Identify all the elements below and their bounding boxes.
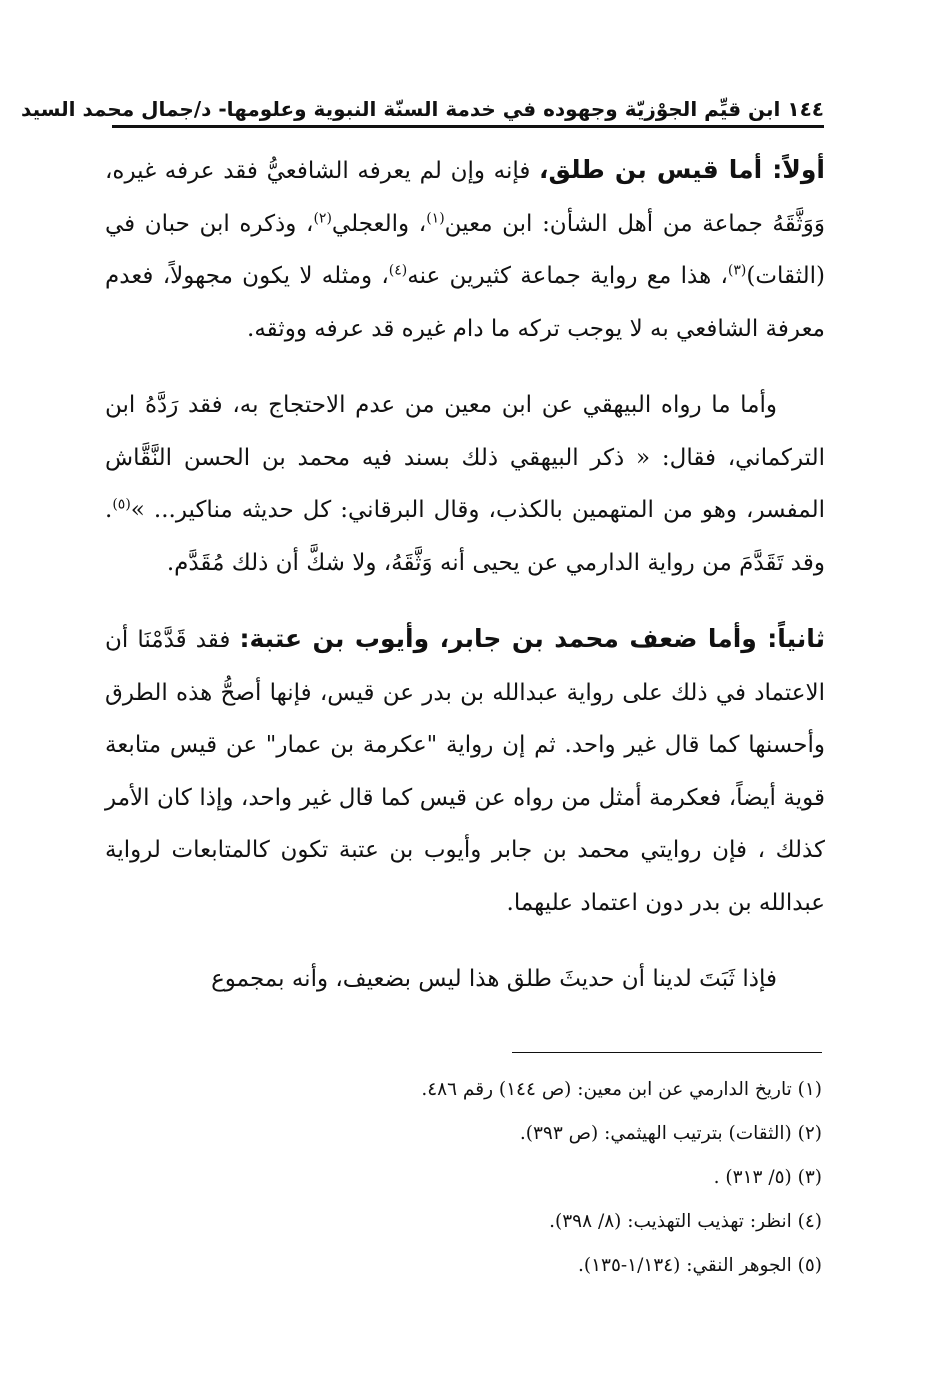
paragraph-lead: أولاً: أما قيس بن طلق، <box>539 155 825 184</box>
footnote-ref[interactable]: (٢) <box>313 209 332 226</box>
text-run: . وقد تَقَدَّمَ من رواية الدارمي عن يحيى أنه وَثَّقَهُ، ولا شكَّ أن ذلك مُقَدَّم. <box>105 497 825 576</box>
footnote: (٤) انظر: تهذيب التهذيب: (٨/ ٣٩٨). <box>549 1211 822 1232</box>
text-run: ، ومثله لا يكون مجهولاً، فعدم معرفة الشافعي به لا يوجب تركه ما دام غيره قد عرفه ووثقه. <box>105 263 825 342</box>
text-run: فقد قَدَّمْنَا أن الاعتماد في ذلك على رواية عبدالله بن بدر عن قيس، فإنها أصحُّ هذه الطرق وأحسنها كما قال غير واحد. ثم إن رواية "عكرمة بن عمار" عن قيس متابعة قوية أيضاً، فعكرمة أمثل من رواه عن قيس كما قال غير واحد، وإذا كان الأمر كذلك ، فإن روايتي محمد بن جابر وأيوب بن عتبة تكون كالمتابعات لرواية عبدالله بن بدر دون اعتماد عليهما. <box>105 627 825 916</box>
footnote-ref[interactable]: (٥) <box>112 496 131 513</box>
paragraph-gap <box>105 589 825 613</box>
paragraph-gap <box>105 929 825 953</box>
footnote: (٢) (الثقات) بترتيب الهيثمي: (ص ٣٩٣). <box>519 1123 822 1144</box>
footnote-separator <box>512 1052 822 1053</box>
footnote: (١) تاريخ الدارمي عن ابن معين: (ص ١٤٤) رقم ٤٨٦. <box>421 1079 822 1100</box>
running-header <box>21 88 824 128</box>
text-run: فإذا ثَبَتَ لدينا أن حديثَ طلق هذا ليس بضعيف، وأنه بمجموع <box>211 966 777 992</box>
text-run: فإنه وإن لم يعرفه الشافعيُّ فقد عرفه غيره، وَوَثَّقَهُ جماعة من أهل الشأن: ابن معين <box>105 158 826 237</box>
text-run: ، وذكره ابن حبان في (الثقات) <box>105 210 825 289</box>
text-run: وأما ما رواه البيهقي عن ابن معين من عدم الاحتجاج به، فقد رَدَّهُ ابن التركماني، فقال: « ذكر البيهقي ذلك بسند فيه محمد بن الحسن النَّقَّاش المفسر، وهو من المتهمين بالكذب، وقال البرقاني: كل حديثه مناكير... » <box>105 392 825 523</box>
footnote: (٥) الجوهر النقي: (١/١٣٤-١٣٥). <box>577 1255 822 1276</box>
footnote-ref[interactable]: (٣) <box>727 262 747 279</box>
paragraph <box>105 953 825 1006</box>
text-run: ، هذا مع رواية جماعة كثيرين عنه <box>407 263 728 289</box>
paragraph-lead: ثانياً: وأما ضعف محمد بن جابر، وأيوب بن عتبة: <box>239 624 825 653</box>
footnote-ref[interactable]: (١) <box>426 209 445 226</box>
paragraph <box>105 379 825 589</box>
paragraph <box>105 144 825 355</box>
text-run: ، والعجلي <box>331 210 427 237</box>
footnotes <box>105 1068 822 1288</box>
footnote-ref[interactable]: (٤) <box>388 262 408 279</box>
paragraph-gap <box>105 355 825 379</box>
paragraph <box>105 613 825 929</box>
main-text <box>105 144 825 1006</box>
footnote: (٣) (٥/ ٣١٣) . <box>713 1167 822 1188</box>
running-title: ١٤٤ ابن قيِّم الجوْزيّة وجهوده في خدمة السنّة النبوية وعلومها- د/جمال محمد السيد <box>21 97 824 121</box>
